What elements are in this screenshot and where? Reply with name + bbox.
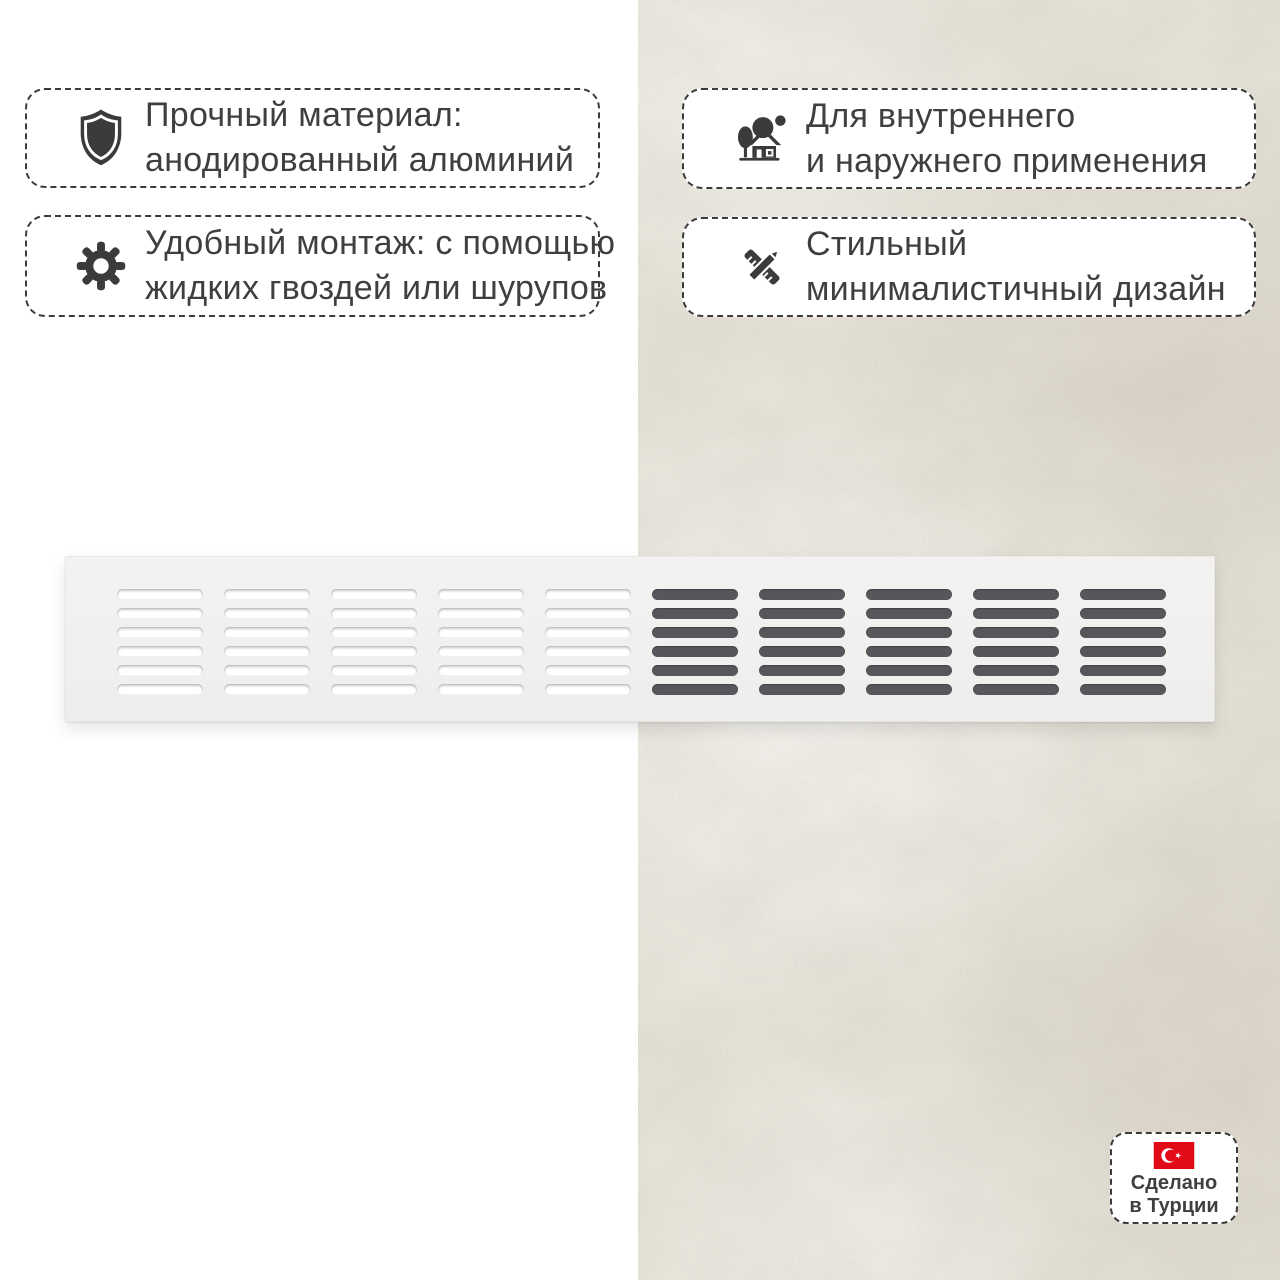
grille-slot bbox=[224, 684, 310, 695]
grille-slot bbox=[545, 627, 631, 638]
grille-slot bbox=[866, 665, 952, 676]
feature-text-material bbox=[145, 93, 574, 183]
pencil-ruler-icon bbox=[732, 241, 792, 293]
grille-slot bbox=[438, 627, 524, 638]
feature-line: жидких гвоздей или шурупов bbox=[145, 269, 608, 307]
made-in-turkey-badge bbox=[1110, 1132, 1238, 1224]
origin-line: в Турции bbox=[1129, 1195, 1219, 1217]
grille-slot bbox=[1080, 665, 1166, 676]
grille-slot bbox=[545, 608, 631, 619]
grille-slot bbox=[973, 608, 1059, 619]
feature-line: Прочный материал: bbox=[145, 96, 463, 134]
grille-slot bbox=[973, 589, 1059, 600]
grille-slot bbox=[759, 589, 845, 600]
grille-slot bbox=[224, 646, 310, 657]
grille-slot bbox=[438, 646, 524, 657]
grille-slot bbox=[117, 665, 203, 676]
grille-slot bbox=[759, 627, 845, 638]
gear-icon bbox=[71, 238, 131, 294]
feature-text-design bbox=[806, 222, 1226, 312]
grille-slot bbox=[1080, 608, 1166, 619]
grille-slot bbox=[652, 646, 738, 657]
origin-text bbox=[1129, 1172, 1218, 1218]
grille-slot bbox=[438, 665, 524, 676]
grille-slot bbox=[973, 665, 1059, 676]
feature-card-usage bbox=[682, 88, 1256, 189]
feature-line: Стильный bbox=[806, 225, 968, 263]
grille-slot bbox=[652, 665, 738, 676]
grille-slot bbox=[973, 684, 1059, 695]
grille-slot bbox=[759, 646, 845, 657]
grille-slot bbox=[866, 684, 952, 695]
shield-icon bbox=[71, 105, 131, 171]
grille-slot bbox=[224, 608, 310, 619]
grille-slot bbox=[973, 627, 1059, 638]
grille-slot bbox=[224, 627, 310, 638]
grille-slot bbox=[1080, 646, 1166, 657]
grille-slot bbox=[331, 665, 417, 676]
grille-slot bbox=[545, 665, 631, 676]
grille-slot bbox=[438, 684, 524, 695]
grille-slot bbox=[117, 608, 203, 619]
grille-slot bbox=[866, 646, 952, 657]
feature-line: анодированный алюминий bbox=[145, 141, 575, 179]
feature-line: минималистичный дизайн bbox=[806, 270, 1226, 308]
grille-slot bbox=[652, 627, 738, 638]
grille-slots bbox=[117, 589, 1166, 695]
grille-slot bbox=[866, 608, 952, 619]
grille-slot bbox=[438, 589, 524, 600]
feature-card-material bbox=[25, 88, 600, 188]
grille-slot bbox=[652, 589, 738, 600]
grille-slot bbox=[117, 589, 203, 600]
feature-card-mounting bbox=[25, 215, 616, 317]
grille-slot bbox=[866, 589, 952, 600]
feature-text-mounting bbox=[145, 221, 615, 311]
grille-slot bbox=[438, 608, 524, 619]
grille-slot bbox=[224, 665, 310, 676]
grille-slot bbox=[545, 684, 631, 695]
grille-slot bbox=[973, 646, 1059, 657]
feature-line: и наружнего применения bbox=[806, 141, 1208, 180]
grille-slot bbox=[1080, 589, 1166, 600]
feature-line: Для внутреннего bbox=[806, 96, 1076, 135]
grille-slot bbox=[759, 608, 845, 619]
grille-slot bbox=[759, 684, 845, 695]
grille-slot bbox=[117, 646, 203, 657]
origin-line: Сделано bbox=[1130, 1172, 1218, 1194]
grille-slot bbox=[545, 646, 631, 657]
feature-text-usage bbox=[806, 94, 1208, 184]
grille-slot bbox=[224, 589, 310, 600]
turkey-flag-icon bbox=[1153, 1142, 1195, 1169]
grille-slot bbox=[1080, 684, 1166, 695]
grille-slot bbox=[117, 684, 203, 695]
house-outdoor-icon bbox=[732, 111, 792, 167]
grille-slot bbox=[652, 684, 738, 695]
ventilation-grille-product bbox=[65, 556, 1215, 722]
grille-slot bbox=[117, 627, 203, 638]
feature-card-design bbox=[682, 217, 1256, 317]
grille-slot bbox=[331, 589, 417, 600]
grille-slot bbox=[331, 608, 417, 619]
grille-slot bbox=[759, 665, 845, 676]
grille-slot bbox=[652, 608, 738, 619]
feature-line: Удобный монтаж: с помощью bbox=[145, 224, 616, 262]
grille-slot bbox=[1080, 627, 1166, 638]
grille-slot bbox=[866, 627, 952, 638]
grille-slot bbox=[331, 646, 417, 657]
grille-slot bbox=[331, 627, 417, 638]
grille-slot bbox=[331, 684, 417, 695]
grille-slot bbox=[545, 589, 631, 600]
